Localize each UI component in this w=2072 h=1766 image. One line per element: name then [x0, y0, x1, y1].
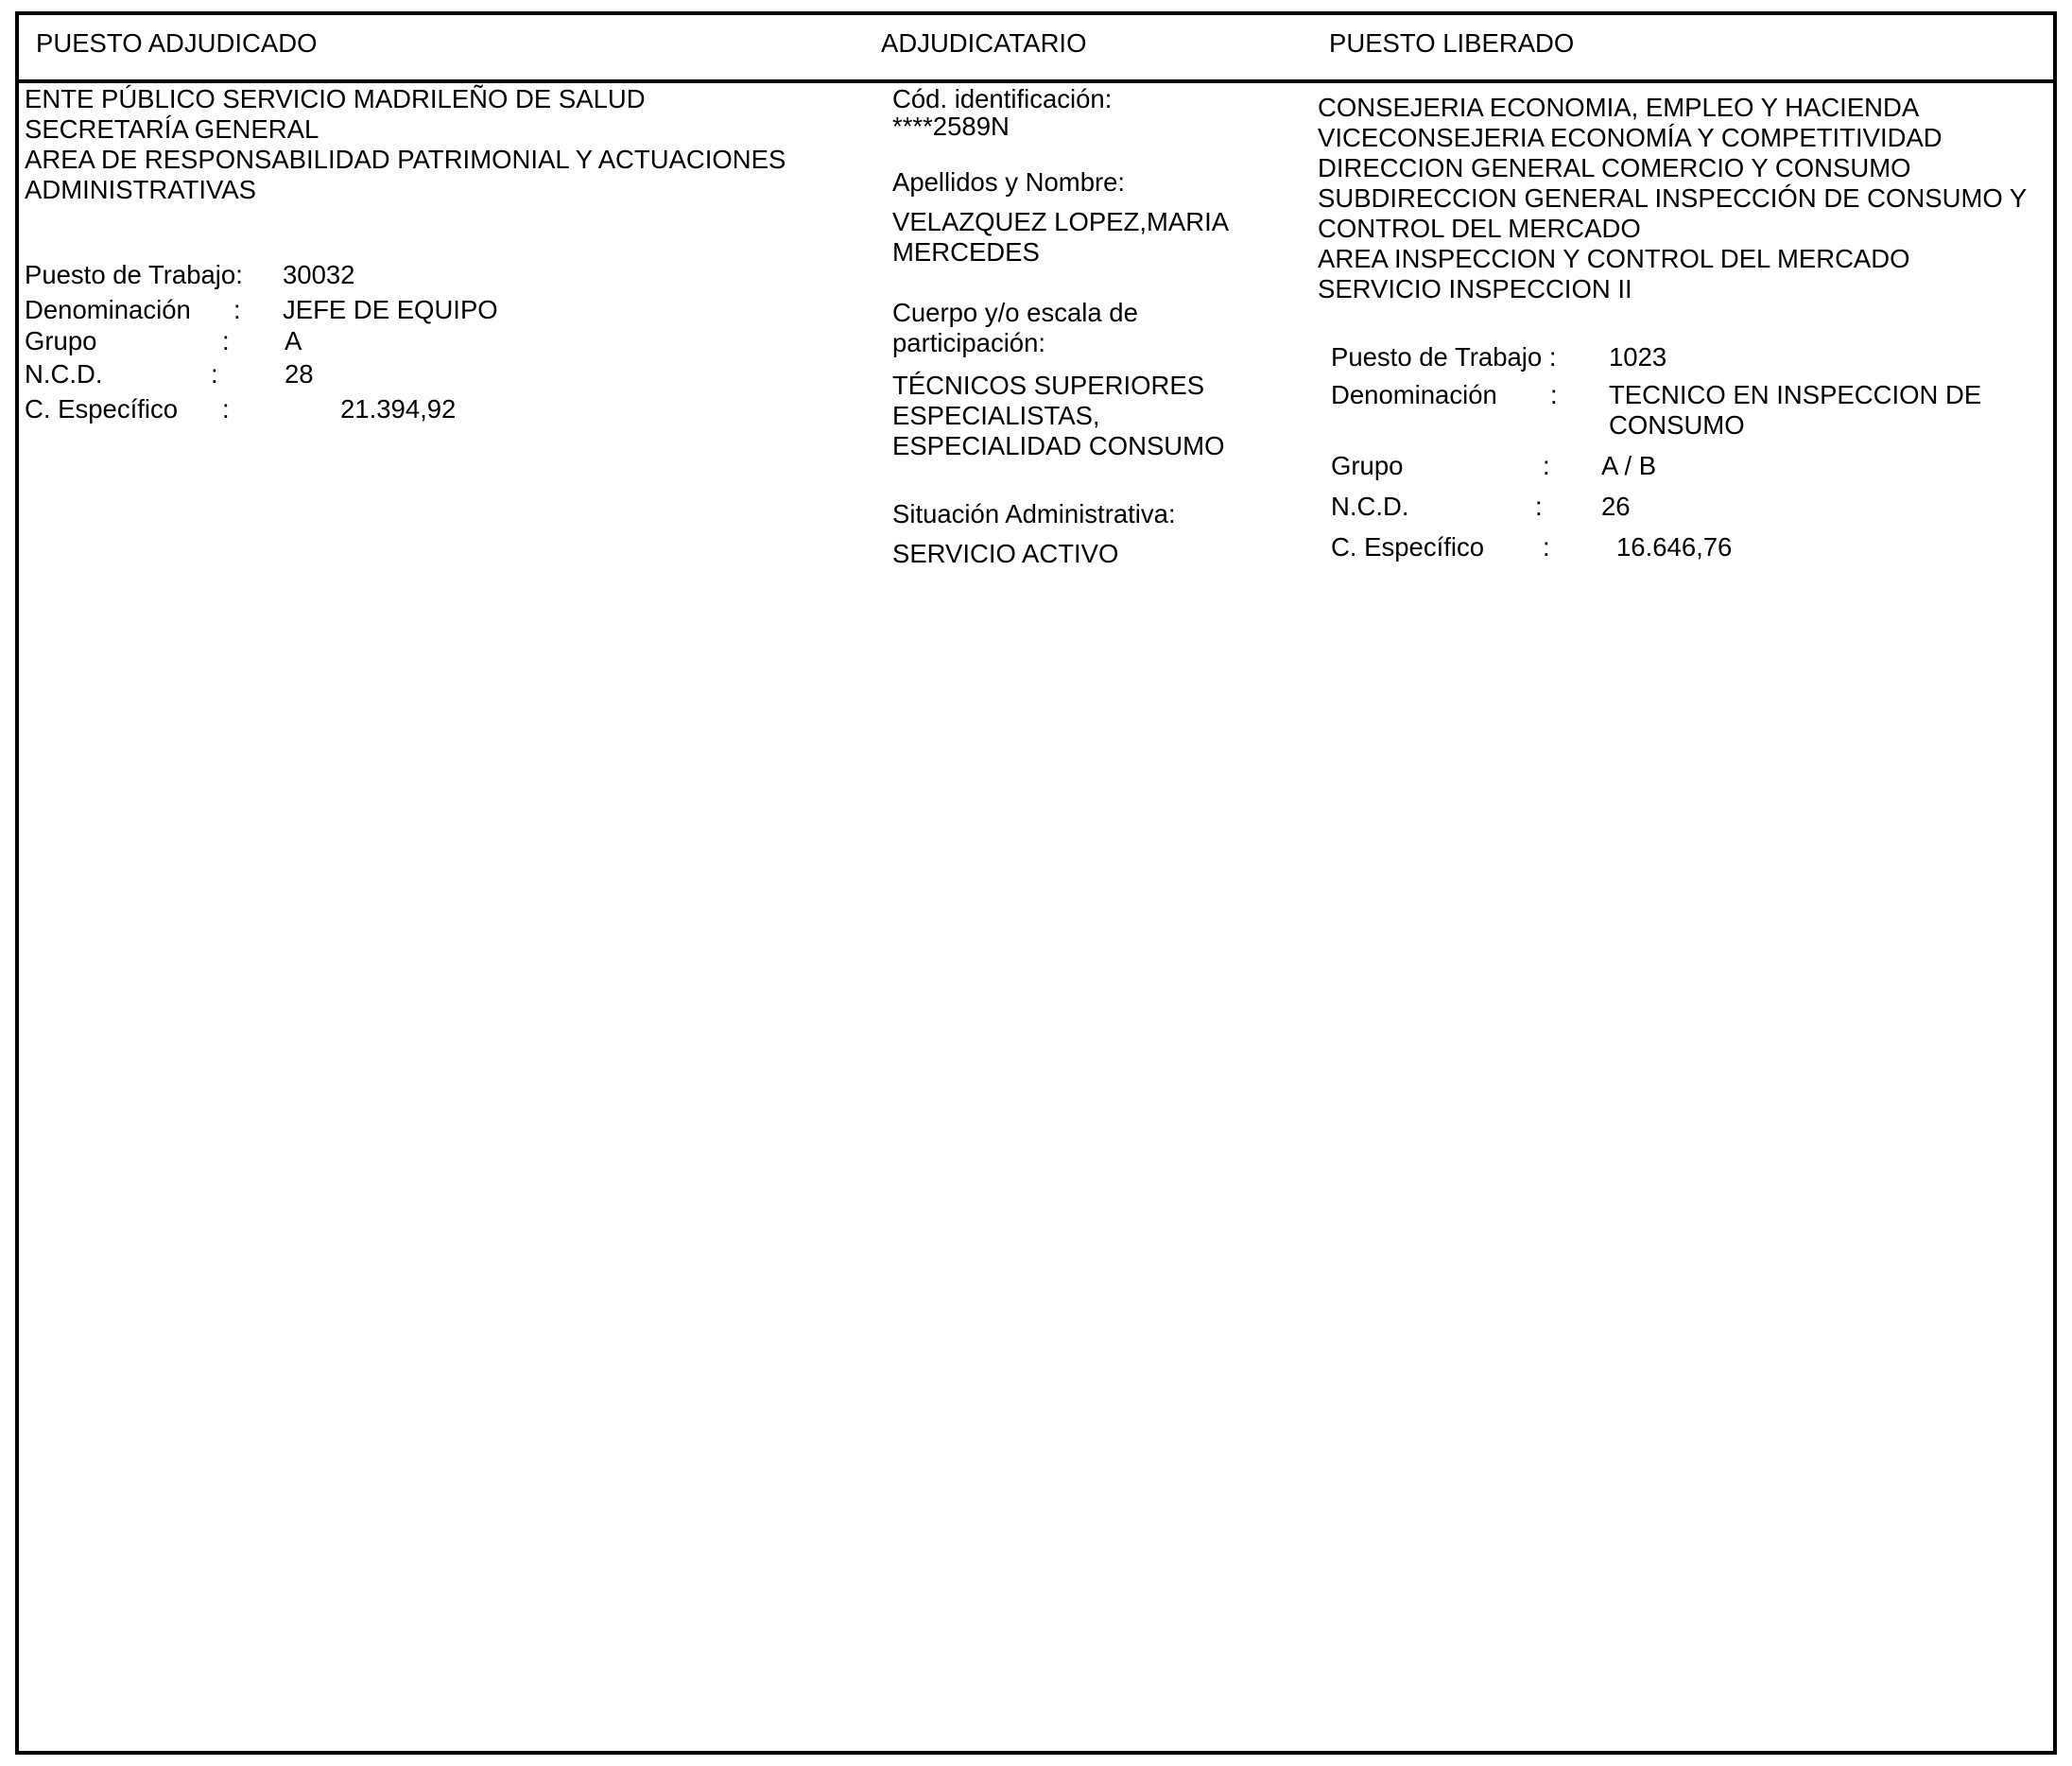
denominacion-value: TECNICO EN INSPECCION DE CONSUMO	[1609, 380, 1982, 440]
colon: :	[1535, 492, 1543, 521]
header-puesto-liberado: PUESTO LIBERADO	[1329, 28, 1575, 58]
cuerpo-value: TÉCNICOS SUPERIORES ESPECIALISTAS, ESPECIALIDAD CONSUMO	[892, 371, 1225, 460]
adjudicado-organization	[25, 84, 786, 205]
especifico-label: C. Específico	[25, 394, 179, 424]
nombre-value: VELAZQUEZ LOPEZ,MARIA MERCEDES	[892, 207, 1230, 267]
colon: :	[1550, 380, 1558, 409]
org-line: ADMINISTRATIVAS	[25, 175, 256, 204]
org-line: SUBDIRECCION GENERAL INSPECCIÓN DE CONSUMO Y	[1318, 183, 2028, 213]
colon: :	[1543, 532, 1550, 562]
grupo-value: A	[285, 326, 302, 355]
cuerpo-label: Cuerpo y/o escala de participación:	[892, 298, 1138, 357]
denominacion-label: Denominación	[25, 295, 191, 324]
especifico-value: 16.646,76	[1616, 532, 1733, 562]
grupo-label: Grupo	[25, 326, 97, 355]
colon: :	[1543, 451, 1550, 480]
header-divider	[15, 79, 2057, 83]
ncd-value: 28	[285, 359, 314, 389]
org-line: VICECONSEJERIA ECONOMÍA Y COMPETITIVIDAD	[1318, 123, 1942, 152]
situacion-label: Situación Administrativa:	[892, 499, 1176, 528]
org-line: SECRETARÍA GENERAL	[25, 114, 319, 144]
org-line: CONSEJERIA ECONOMIA, EMPLEO Y HACIENDA	[1318, 93, 1920, 122]
header-adjudicatario: ADJUDICATARIO	[881, 28, 1087, 58]
puesto-value: 1023	[1609, 342, 1667, 372]
org-line: ENTE PÚBLICO SERVICIO MADRILEÑO DE SALUD	[25, 84, 646, 113]
ncd-label: N.C.D.	[1331, 492, 1409, 521]
grupo-label: Grupo	[1331, 451, 1404, 480]
colon: :	[211, 359, 218, 389]
ncd-value: 26	[1601, 492, 1631, 521]
denominacion-label: Denominación	[1331, 380, 1497, 409]
puesto-label: Puesto de Trabajo:	[25, 260, 243, 289]
nombre-label: Apellidos y Nombre:	[892, 167, 1126, 197]
puesto-value: 30032	[283, 260, 355, 289]
ncd-label: N.C.D.	[25, 359, 103, 389]
colon: :	[233, 295, 241, 324]
org-line: SERVICIO INSPECCION II	[1318, 274, 1632, 303]
grupo-value: A / B	[1601, 451, 1657, 480]
org-line: DIRECCION GENERAL COMERCIO Y CONSUMO	[1318, 153, 1911, 182]
especifico-value: 21.394,92	[340, 394, 457, 424]
especifico-label: C. Específico	[1331, 532, 1485, 562]
org-line: CONTROL DEL MERCADO	[1318, 214, 1641, 243]
colon: :	[222, 394, 230, 424]
situacion-value: SERVICIO ACTIVO	[892, 539, 1119, 568]
org-line: AREA INSPECCION Y CONTROL DEL MERCADO	[1318, 244, 1910, 273]
denominacion-value: JEFE DE EQUIPO	[283, 295, 498, 324]
header-puesto-adjudicado: PUESTO ADJUDICADO	[36, 28, 318, 58]
colon: :	[222, 326, 230, 355]
cod-identificacion-label: Cód. identificación:	[892, 84, 1113, 113]
liberado-organization	[1318, 93, 2027, 304]
cod-identificacion-value: ****2589N	[892, 112, 1010, 141]
org-line: AREA DE RESPONSABILIDAD PATRIMONIAL Y ACTUACIONES	[25, 145, 786, 174]
puesto-label: Puesto de Trabajo :	[1331, 342, 1557, 372]
